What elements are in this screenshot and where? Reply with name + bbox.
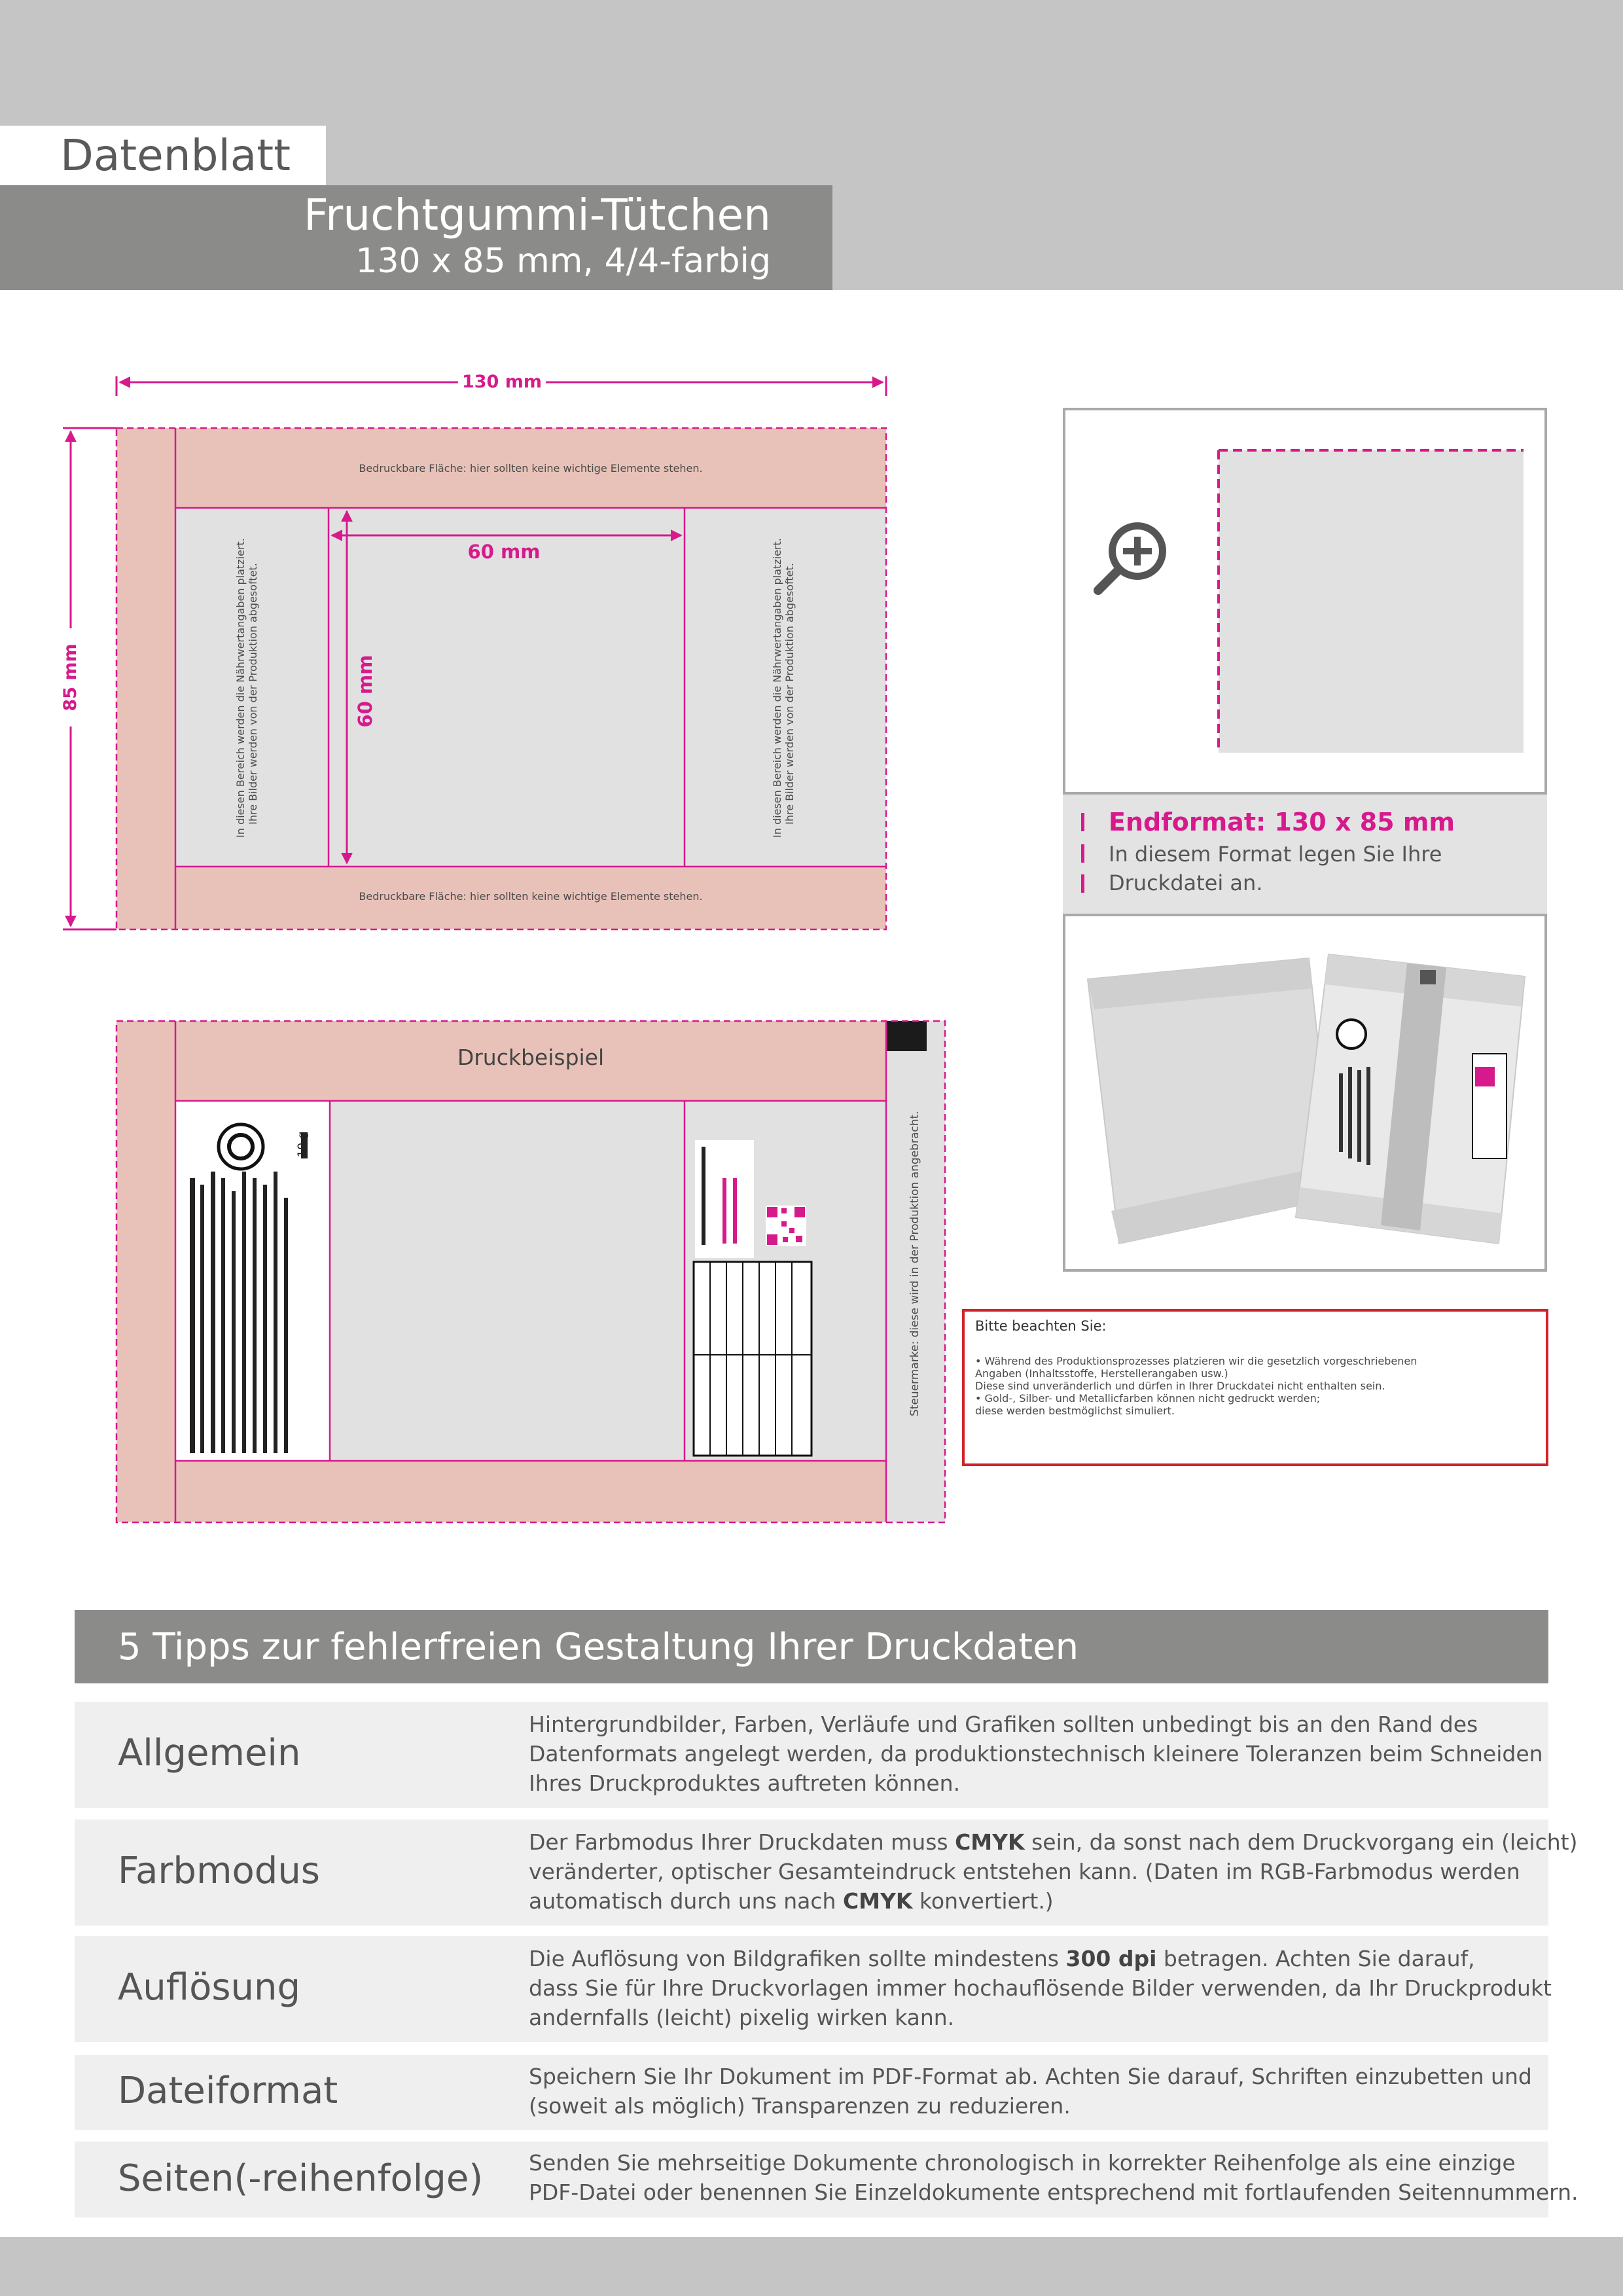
bag-front — [1296, 954, 1525, 1244]
tip-line: Speichern Sie Ihr Dokument im PDF-Format ab. Achten Sie darauf, Schriften einzubetten und — [529, 2064, 1532, 2089]
print-example-title: Druckbeispiel — [457, 1045, 605, 1070]
tip-line: andernfalls (leicht) pixelig wirken kann. — [529, 2005, 955, 2030]
datenblatt-label: Datenblatt — [60, 130, 291, 181]
side-note-right-line2: Ihre Bilder werden von der Produktion abgesoftet. — [783, 563, 796, 825]
note-line: Angaben (Inhaltsstoffe, Herstellerangaben usw.) — [975, 1367, 1228, 1380]
side-note-left — [234, 538, 263, 838]
height-dimension-label: 85 mm — [60, 643, 80, 711]
printable-area-note-top: Bedruckbare Fläche: hier sollten keine wichtige Elemente stehen. — [359, 462, 703, 475]
tip-line: PDF-Datei oder benennen Sie Einzeldokumente entsprechend mit fortlaufenden Seitennummern. — [529, 2179, 1578, 2205]
printable-area-note-bottom: Bedruckbare Fläche: hier sollten keine wichtige Elemente stehen. — [359, 890, 703, 903]
tip-text — [529, 2062, 1532, 2121]
tip-label: Auflösung — [118, 1966, 301, 2009]
tip-label: Dateiformat — [118, 2070, 338, 2112]
tip-line: automatisch durch uns nach CMYK konvertiert.) — [529, 1888, 1054, 1914]
window-width-label: 60 mm — [467, 541, 541, 563]
zoom-in-icon[interactable] — [1098, 522, 1166, 590]
endformat-line1: In diesem Format legen Sie Ihre — [1109, 842, 1442, 867]
note-line: Diese sind unveränderlich und dürfen in Ihrer Druckdatei nicht enthalten sein. — [975, 1380, 1385, 1392]
side-note-left-line1: In diesen Bereich werden die Nährwertangaben platziert. — [234, 538, 247, 838]
nutrition-table — [694, 1262, 812, 1456]
endformat-title: Endformat: 130 x 85 mm — [1109, 808, 1455, 836]
note-line: diese werden bestmöglichst simuliert. — [975, 1405, 1175, 1417]
tip-line: Hintergrundbilder, Farben, Verläufe und Grafiken sollten unbedingt bis an den Rand des — [529, 1712, 1478, 1737]
side-note-right-line1: In diesen Bereich werden die Nährwertangaben platziert. — [771, 538, 783, 838]
tip-text — [529, 1827, 1577, 1916]
tip-line: veränderter, optischer Gesamteindruck entstehen kann. (Daten im RGB-Farbmodus werden — [529, 1859, 1520, 1884]
tip-row-farbmodus — [75, 1820, 1578, 1926]
bag-mockups — [1080, 942, 1538, 1257]
tip-label: Allgemein — [118, 1732, 301, 1774]
template-diagram — [0, 353, 969, 942]
tip-text — [529, 1944, 1552, 2032]
window-height-label: 60 mm — [354, 655, 376, 728]
control-mark-note: Steuermarke: diese wird in der Produktion angebracht. — [908, 1111, 921, 1416]
note-list — [975, 1355, 1417, 1417]
tip-line: Senden Sie mehrseitige Dokumente chronologisch in korrekter Reihenfolge als eine einzige — [529, 2150, 1516, 2176]
product-title: Fruchtgummi-Tütchen — [303, 190, 771, 240]
endformat-marker-1 — [1081, 813, 1084, 831]
tip-line: Die Auflösung von Bildgrafiken sollte mindestens 300 dpi betragen. Achten Sie darauf, — [529, 1946, 1475, 1971]
product-subtitle: 130 x 85 mm, 4/4-farbig — [355, 242, 771, 281]
control-mark — [886, 1021, 927, 1051]
width-dimension-label: 130 mm — [461, 372, 543, 392]
note-line: • Gold-, Silber- und Metallicfarben können nicht gedruckt werden; — [975, 1392, 1321, 1405]
example-weight: 10 g — [295, 1131, 310, 1158]
side-note-right — [771, 538, 800, 838]
tip-line: Datenformats angelegt werden, da produktionstechnisch kleinere Toleranzen beim Schneiden — [529, 1741, 1543, 1767]
tips-title: 5 Tipps zur fehlerfreien Gestaltung Ihrer Druckdaten — [118, 1626, 1079, 1668]
tip-label: Farbmodus — [118, 1850, 320, 1892]
recycling-logo — [219, 1124, 263, 1169]
side-note-left-line2: Ihre Bilder werden von der Produktion abgesoftet. — [247, 563, 259, 825]
qr-code — [766, 1206, 806, 1246]
tip-text — [529, 1710, 1543, 1798]
footer-band — [0, 2237, 1623, 2296]
endformat-line2: Druckdatei an. — [1109, 870, 1263, 895]
preview-graphic — [1086, 445, 1531, 759]
endformat-marker-3 — [1081, 874, 1084, 893]
note-title: Bitte beachten Sie: — [975, 1318, 1107, 1334]
tip-line: Der Farbmodus Ihrer Druckdaten muss CMYK sein, da sonst nach dem Druckvorgang ein (leicht) — [529, 1829, 1578, 1855]
tip-row-dateiformat — [75, 2055, 1548, 2130]
tip-row-allgemein — [75, 1702, 1548, 1808]
tip-line: Ihres Druckproduktes auftreten können. — [529, 1770, 961, 1796]
preview-format-box — [1219, 450, 1524, 753]
tip-label: Seiten(-reihenfolge) — [118, 2157, 484, 2200]
tip-row-seiten — [75, 2142, 1578, 2217]
endformat-marker-2 — [1081, 844, 1084, 863]
tip-line: dass Sie für Ihre Druckvorlagen immer hochauflösende Bilder verwenden, da Ihr Druckprodukt — [529, 1975, 1552, 2001]
tip-line: (soweit als möglich) Transparenzen zu reduzieren. — [529, 2093, 1071, 2119]
tip-text — [529, 2148, 1578, 2207]
example-window — [330, 1101, 685, 1461]
print-example-diagram — [111, 1014, 955, 1532]
tip-row-aufloesung — [75, 1936, 1552, 2042]
note-line: • Während des Produktionsprozesses platzieren wir die gesetzlich vorgeschriebenen — [975, 1355, 1418, 1367]
